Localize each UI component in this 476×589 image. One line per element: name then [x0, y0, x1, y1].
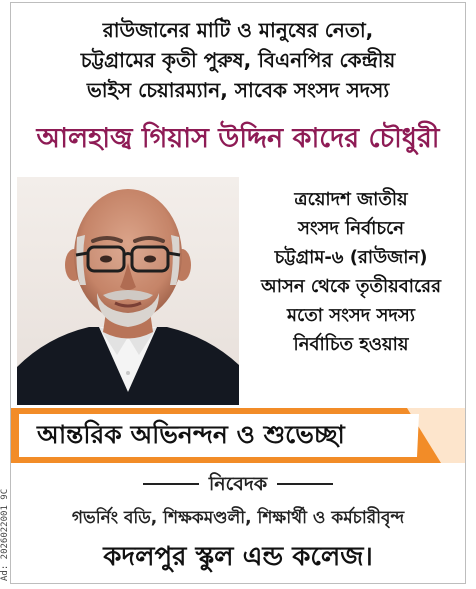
intro-line-3: ভাইস চেয়ারম্যান, সাবেক সংসদ সদস্য: [86, 78, 390, 102]
ad-code: Ad: 2026022001 9C: [0, 488, 10, 581]
message-line-2: সংসদ নির্বাচনে: [297, 218, 405, 239]
divider-left: [143, 483, 199, 485]
advertisement-frame: [10, 2, 466, 584]
portrait-illustration: [17, 177, 239, 405]
message-line-6: নির্বাচিত হওয়ায়: [293, 334, 409, 355]
sender-label: নিবেদক: [208, 473, 268, 495]
greeting-banner: [11, 408, 466, 463]
sender-heading: [11, 471, 465, 497]
portrait-photo: [17, 177, 239, 405]
sender-groups: গভর্নিং বডি, শিক্ষকমণ্ডলী, শিক্ষার্থী ও কর্মচারীবৃন্দ: [71, 508, 405, 528]
message-line-4: আসন থেকে তৃতীয়বারের: [261, 276, 441, 297]
message-line-3: চট্টগ্রাম-৬ (রাউজান): [274, 247, 428, 268]
divider-right: [277, 483, 333, 485]
banner-text: আন্তরিক অভিনন্দন ও শুভেচ্ছা: [37, 420, 345, 449]
intro-line-2: চট্টগ্রামের কৃতী পুরুষ, বিএনপির কেন্দ্রীয়: [80, 48, 396, 72]
message-line-5: মতো সংসদ সদস্য: [287, 305, 415, 326]
organization-name: কদলপুর স্কুল এন্ড কলেজ।: [103, 542, 373, 572]
congratulation-message: [243, 185, 459, 359]
message-line-1: ত্রয়োদশ জাতীয়: [294, 189, 408, 210]
intro-text: [11, 15, 465, 105]
honoree-name: আলহাজ্ব গিয়াস উদ্দিন কাদের চৌধুরী: [36, 123, 440, 154]
intro-line-1: রাউজানের মাটি ও মানুষের নেতা,: [102, 18, 374, 42]
